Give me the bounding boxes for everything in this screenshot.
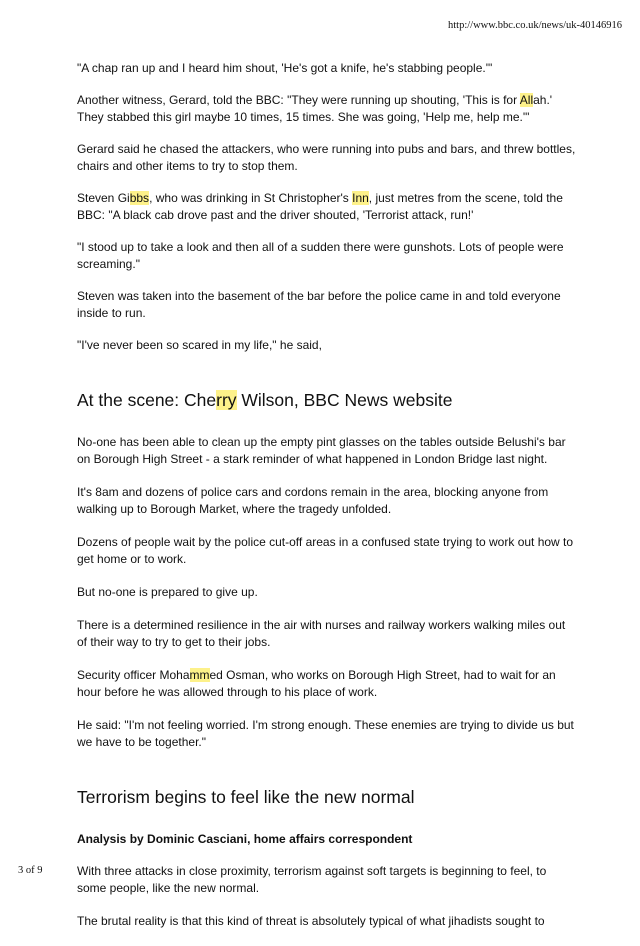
paragraph: "I stood up to take a look and then all of a sudden there were gunshots. Lots of people were screaming.": [77, 240, 564, 271]
paragraph: He said: "I'm not feeling worried. I'm strong enough. These enemies are trying to divide us but we have to be together.": [77, 718, 574, 749]
paragraph: Security officer Mohammed Osman, who works on Borough High Street, had to wait for an hour before he was allowed through to his place of work.: [77, 668, 556, 699]
paragraph: Dozens of people wait by the police cut-off areas in a confused state trying to work out how to get home or to work.: [77, 535, 574, 566]
article-content: [77, 60, 577, 946]
search-highlight: mm: [189, 668, 210, 682]
paragraph: Steven was taken into the basement of the bar before the police came in and told everyone inside to run.: [77, 289, 561, 320]
paragraph: No-one has been able to clean up the empty pint glasses on the tables outside Belushi's bar on Borough High Street - a stark reminder of what happened in London Bridge last night.: [77, 435, 566, 466]
paragraph: Another witness, Gerard, told the BBC: "They were running up shouting, 'This is for Allah.' They stabbed this girl maybe 10 times, 15 times. She was going, 'Help me, help me.'": [77, 93, 553, 124]
search-highlight: All: [519, 93, 534, 107]
page-url: http://www.bbc.co.uk/news/uk-40146916: [447, 20, 622, 31]
paragraph: Steven Gibbs, who was drinking in St Christopher's Inn, just metres from the scene, told the BBC: "A black cab drove past and the driver shouted, 'Terrorist attack, run!': [77, 191, 563, 222]
scene-section: [77, 434, 577, 751]
paragraph: With three attacks in close proximity, terrorism against soft targets is beginning to feel, to some people, like the new normal.: [77, 864, 547, 895]
page-number: 3 of 9: [18, 865, 43, 876]
section-heading: At the scene: Cherry Wilson, BBC News website: [77, 390, 453, 410]
section-heading: Terrorism begins to feel like the new normal: [77, 787, 415, 807]
byline: Analysis by Dominic Casciani, home affairs correspondent: [77, 832, 413, 846]
paragraph: The brutal reality is that this kind of threat is absolutely typical of what jihadists sought to: [77, 914, 545, 928]
paragraph: But no-one is prepared to give up.: [77, 585, 258, 599]
paragraph: "A chap ran up and I heard him shout, 'He's got a knife, he's stabbing people.'": [77, 61, 493, 75]
analysis-section: [77, 831, 577, 930]
paragraph: It's 8am and dozens of police cars and cordons remain in the area, blocking anyone from walking up to Borough Market, where the tragedy unfolded.: [77, 485, 549, 516]
paragraph: "I've never been so scared in my life," he said,: [77, 338, 322, 352]
paragraph: Gerard said he chased the attackers, who were running into pubs and bars, and threw bottles, chairs and other items to try to stop them.: [77, 142, 576, 173]
search-highlight: Inn: [352, 191, 369, 205]
witness-section: [77, 60, 577, 354]
search-highlight: bbs: [129, 191, 150, 205]
search-highlight: rry: [216, 390, 237, 410]
paragraph: There is a determined resilience in the air with nurses and railway workers walking miles out of their way to try to get to their jobs.: [77, 618, 566, 649]
